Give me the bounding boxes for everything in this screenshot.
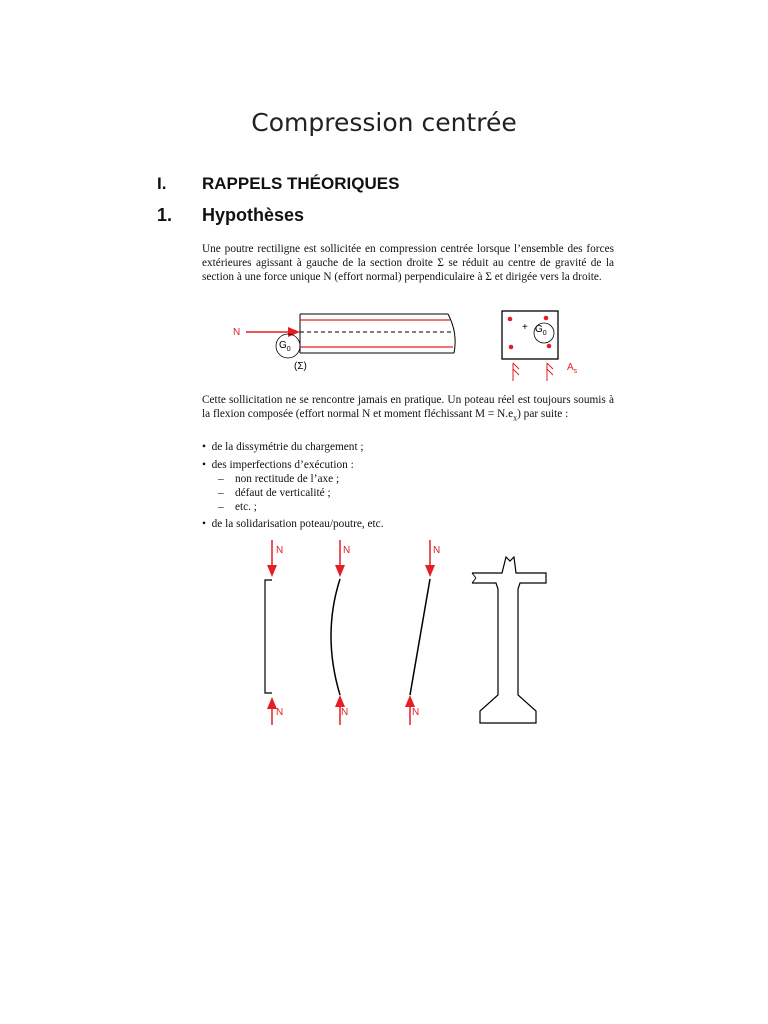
force-label-n: N: [433, 545, 441, 556]
column-straight: [265, 540, 277, 725]
force-label-n: N: [341, 707, 349, 718]
centroid-label-beam: $G_0$: [279, 340, 291, 353]
figure-beam-section: [220, 305, 600, 385]
section-heading: RAPPELS THÉORIQUES: [202, 174, 400, 193]
force-label-n: N: [276, 707, 284, 718]
centroid-label-section: $G_0$: [535, 324, 547, 337]
force-label-n: N: [343, 545, 351, 556]
bullet-item: • de la solidarisation poteau/poutre, etc.: [202, 518, 384, 530]
section-number: I.: [157, 174, 167, 193]
centroid-plus-label: +: [522, 322, 528, 333]
paragraph-hypotheses: Une poutre rectiligne est sollicitée en compression centrée lorsque l’ensemble des forces extérieures agissant à gauche de la section droite Σ se réduit au centre de gravité de la section à une force unique N (effort normal) perpendiculaire à Σ et dirigée vers la droite.: [202, 243, 614, 283]
subsection-number: 1.: [157, 205, 173, 225]
bullet-item: • des imperfections d’exécution :: [202, 459, 354, 471]
page-title: Compression centrée: [251, 108, 517, 137]
force-label-n: N: [276, 545, 284, 556]
steel-area-label: $A_s$: [567, 362, 578, 375]
column-curved: [331, 540, 345, 725]
column-beam-junction: [472, 557, 546, 723]
column-inclined: [405, 540, 435, 725]
sub-bullet-item: – défaut de verticalité ;: [218, 487, 331, 499]
paragraph-eccentricity: Cette sollicitation ne se rencontre jamais en pratique. Un poteau réel est toujours soumis à la flexion composée (effort normal N et moment fléchissant $M = N.e_x$) par suite :: [202, 394, 614, 423]
section-label: (Σ): [294, 361, 307, 372]
bullet-item: • de la dissymétrie du chargement ;: [202, 441, 364, 453]
sub-bullet-item: – non rectitude de l’axe ;: [218, 473, 340, 485]
sub-bullet-item: – etc. ;: [218, 501, 257, 513]
force-label-n: N: [412, 707, 420, 718]
figure-column-imperfections: [240, 535, 580, 730]
force-label-n: N: [233, 327, 241, 338]
subsection-heading: Hypothèses: [202, 205, 305, 225]
